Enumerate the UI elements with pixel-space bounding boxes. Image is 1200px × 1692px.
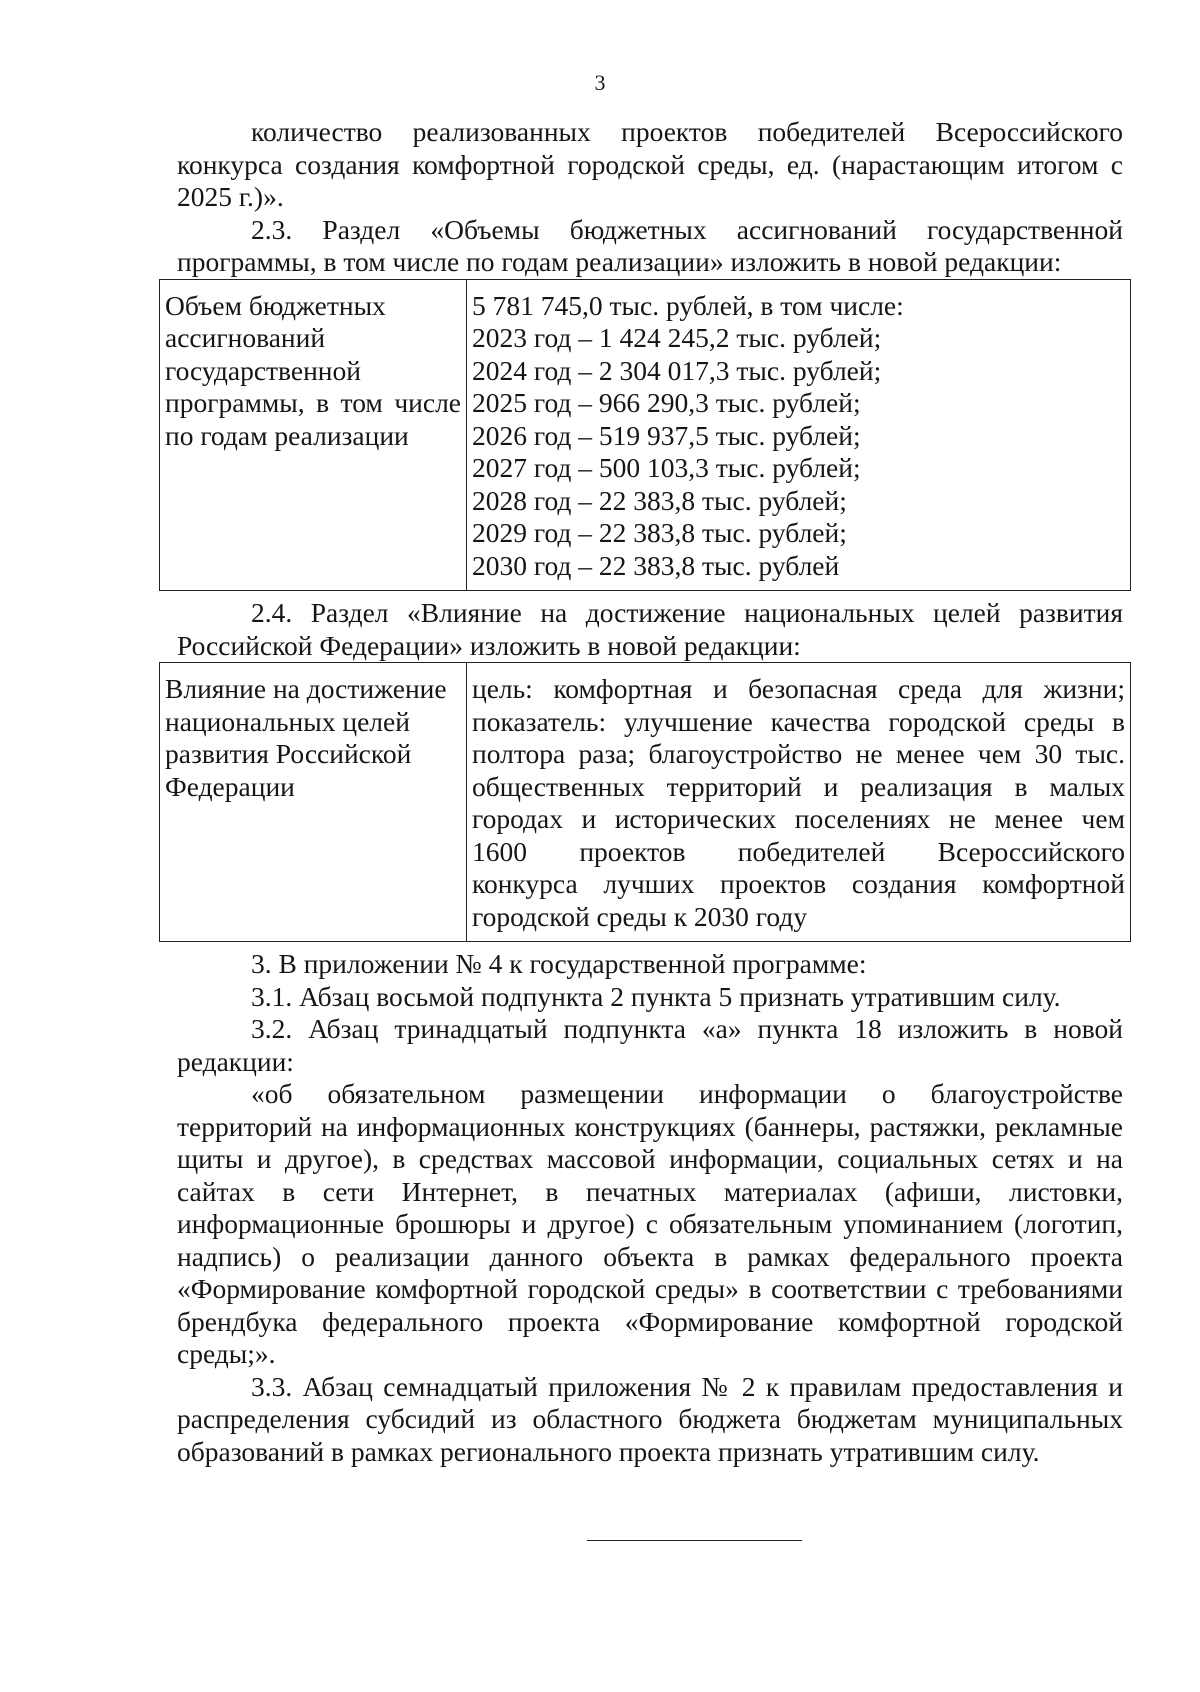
budget-value-line: 2024 год – 2 304 017,3 тыс. рублей;: [472, 354, 882, 386]
budget-value-line: 2025 год – 966 290,3 тыс. рублей;: [472, 387, 861, 418]
budget-value-line: 2027 год – 500 103,3 тыс. рублей;: [472, 452, 861, 483]
section-3-2: 3.2. Абзац тринадцатый подпункта «а» пункта 18 изложить в новой редакции:: [177, 1013, 1123, 1077]
budget-value-line: 2028 год – 22 383,8 тыс. рублей;: [472, 484, 847, 516]
budget-value-line: 2023 год – 1 424 245,2 тыс. рублей;: [472, 322, 882, 353]
budget-value-line: 5 781 745,0 тыс. рублей, в том числе:: [472, 289, 904, 321]
budget-label-line: программы, в том числе: [165, 387, 461, 418]
section-2-3: 2.3. Раздел «Объемы бюджетных ассигнований государственной программы, в том числе по годам реализации» изложить в новой редакции:: [177, 213, 1123, 277]
budget-value-line: 2030 год – 22 383,8 тыс. рублей: [472, 549, 840, 581]
budget-label-cell: [160, 279, 467, 591]
section-3-1: 3.1. Абзац восьмой подпункта 2 пункта 5 признать утратившим силу.: [251, 980, 1061, 1012]
goals-label-line: Влияние на достижение: [165, 673, 447, 704]
closing-divider: [587, 1540, 802, 1541]
budget-table: [159, 279, 1131, 592]
page-number: 3: [594, 70, 606, 95]
section-3: 3. В приложении № 4 к государственной программе:: [251, 948, 867, 979]
budget-label-line: по годам реализации: [165, 419, 409, 451]
budget-value-cell: [467, 279, 1131, 591]
goals-value-line: городской среды к 2030 году: [472, 900, 808, 932]
document-body: [165, 116, 1125, 1468]
budget-value-line: 2029 год – 22 383,8 тыс. рублей;: [472, 517, 847, 548]
goals-label-line: Федерации: [165, 770, 295, 802]
goals-value-line: полтора раза; благоустройство не менее чем 30 тыс.: [472, 738, 1125, 769]
goals-value-line: цель: комфортная и безопасная среда для жизни;: [472, 673, 1125, 704]
goals-label-line: развития Российской: [165, 738, 412, 769]
goals-value-line: конкурса лучших проектов создания комфортной: [472, 868, 1125, 899]
budget-label-line: Объем бюджетных: [165, 289, 386, 321]
goals-value-line: показатель: улучшение качества городской среды в: [472, 705, 1125, 737]
budget-label-line: ассигнований: [165, 322, 326, 353]
goals-value-line: 1600 проектов победителей Всероссийского: [472, 835, 1125, 867]
goals-value-line: городах и исторических поселениях не менее чем: [472, 803, 1125, 834]
section-3-3: 3.3. Абзац семнадцатый приложения № 2 к правилам предоставления и распределения субсидий из областного бюджета бюджетам муниципальных образований в рамках регионального проекта признать утратившим силу.: [177, 1370, 1123, 1467]
intro-paragraph: количество реализованных проектов победителей Всероссийского конкурса создания комфортной городской среды, ед. (нарастающим итогом с 2025 г.)».: [177, 116, 1123, 212]
goals-label-cell: [160, 663, 467, 942]
table-row: [160, 663, 1131, 942]
goals-table: [159, 662, 1131, 942]
section-2-4: 2.4. Раздел «Влияние на достижение национальных целей развития Российской Федерации» изложить в новой редакции:: [177, 597, 1123, 661]
goals-value-cell: [467, 663, 1131, 942]
budget-label-line: государственной: [165, 354, 361, 386]
goals-label-line: национальных целей: [165, 705, 410, 737]
budget-value-line: 2026 год – 519 937,5 тыс. рублей;: [472, 419, 861, 451]
goals-value-line: общественных территорий и реализация в малых: [472, 770, 1125, 802]
table-row: [160, 279, 1131, 591]
quote-paragraph: «об обязательном размещении информации о благоустройстве территорий на информационных конструкциях (баннеры, растяжки, рекламные щиты и другое), в средствах массовой информации, социальных сетях и на сайтах в сети Интернет, в печатных материалах (афиши, листовки, информационные брошюры и другое) с обязательным упоминанием (логотип, надпись) о реализации данного объекта в рамках федерального проекта «Формирование комфортной городской среды» в соответствии с требованиями брендбука федерального проекта «Формирование комфортной городской среды;».: [177, 1078, 1123, 1369]
